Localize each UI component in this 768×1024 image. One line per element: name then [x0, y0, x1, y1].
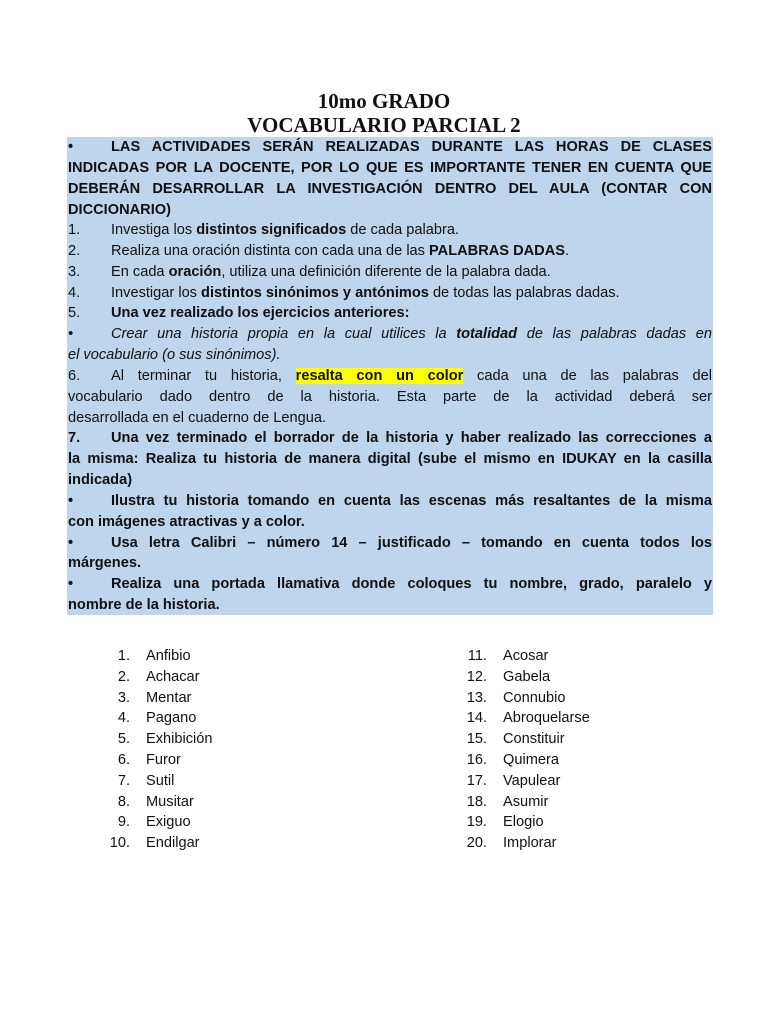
cover-bullet-line-1: • Realiza una portada llamativa donde coloques tu nombre, grado, paralelo y	[68, 576, 712, 592]
intro-line-2: INDICADAS POR LA DOCENTE, POR LO QUE ES IMPORTANTE TENER EN CUENTA QUE	[68, 160, 712, 176]
document-title: VOCABULARIO PARCIAL 2	[247, 113, 521, 137]
list-item: 11. Acosar	[467, 648, 549, 664]
illustrate-bullet-line-2: con imágenes atractivas y a color.	[68, 514, 305, 530]
list-item: 10. Endilgar	[109, 835, 200, 852]
list-item: 20. Implorar	[466, 835, 557, 852]
list-item: 16. Quimera	[466, 751, 559, 768]
step-6-line-1: 6. Al terminar tu historia, resalta con un color cada una de las palabras del	[68, 368, 712, 384]
story-bullet-line-1: • Crear una historia propia en la cual utilices la totalidad de las palabras dadas en	[68, 326, 713, 342]
list-item: 18. Asumir	[466, 793, 549, 810]
list-item: 9. Exiguo	[117, 814, 191, 831]
intro-line-1: • LAS ACTIVIDADES SERÁN REALIZADAS DURANTE LAS HORAS DE CLASES	[68, 139, 712, 155]
list-item: 1. Anfibio	[117, 648, 191, 664]
list-item: 15. Constituir	[466, 731, 565, 748]
step-2: 2. Realiza una oración distinta con cada una de las PALABRAS DADAS.	[68, 243, 570, 259]
step-6-line-2: vocabulario dado dentro de la historia. Esta parte de la actividad deberá ser	[68, 389, 712, 405]
list-item: 12. Gabela	[466, 668, 551, 685]
step-4: 4. Investigar los distintos sinónimos y antónimos de todas las palabras dadas.	[68, 285, 620, 301]
list-item: 3. Mentar	[117, 689, 192, 706]
list-item: 19. Elogio	[466, 814, 544, 831]
highlighted-text: resalta con un color	[295, 368, 464, 384]
list-item: 13. Connubio	[466, 689, 566, 706]
intro-line-4: DICCIONARIO)	[68, 202, 171, 218]
step-7-line-3: indicada)	[68, 472, 133, 488]
step-7-line-2: la misma: Realiza tu historia de manera digital (sube el mismo en IDUKAY en la casilla	[68, 451, 712, 467]
grade-title: 10mo GRADO	[317, 89, 451, 113]
list-item: 6. Furor	[117, 751, 181, 768]
step-5: 5. Una vez realizado los ejercicios anteriores:	[68, 305, 410, 321]
step-1: 1. Investiga los distintos significados de cada palabra.	[68, 222, 459, 238]
intro-line-3: DEBERÁN DESARROLLAR LA INVESTIGACIÓN DENTRO DEL AULA (CONTAR CON	[68, 181, 712, 197]
story-bullet-line-2: el vocabulario (o sus sinónimos).	[68, 347, 281, 363]
list-item: 2. Achacar	[117, 668, 200, 685]
step-3: 3. En cada oración, utiliza una definición diferente de la palabra dada.	[68, 264, 551, 280]
list-item: 14. Abroquelarse	[466, 710, 590, 727]
font-bullet-line-2: márgenes.	[68, 555, 142, 571]
list-item: 4. Pagano	[117, 710, 197, 727]
cover-bullet-line-2: nombre de la historia.	[68, 597, 220, 613]
list-item: 5. Exhibición	[117, 731, 213, 748]
vocabulary-column-left	[92, 646, 213, 854]
font-bullet-line-1: • Usa letra Calibri – número 14 – justificado – tomando en cuenta todos los	[68, 535, 712, 551]
list-item: 7. Sutil	[117, 772, 175, 789]
vocabulary-column-right	[449, 646, 590, 854]
list-item: 8. Musitar	[117, 793, 194, 810]
list-item: 17. Vapulear	[466, 772, 561, 789]
step-6-line-3: desarrollada en el cuaderno de Lengua.	[68, 410, 327, 426]
illustrate-bullet-line-1: • Ilustra tu historia tomando en cuenta las escenas más resaltantes de la misma	[68, 493, 712, 509]
step-7-line-1: 7. Una vez terminado el borrador de la historia y haber realizado las correcciones a	[68, 430, 712, 446]
